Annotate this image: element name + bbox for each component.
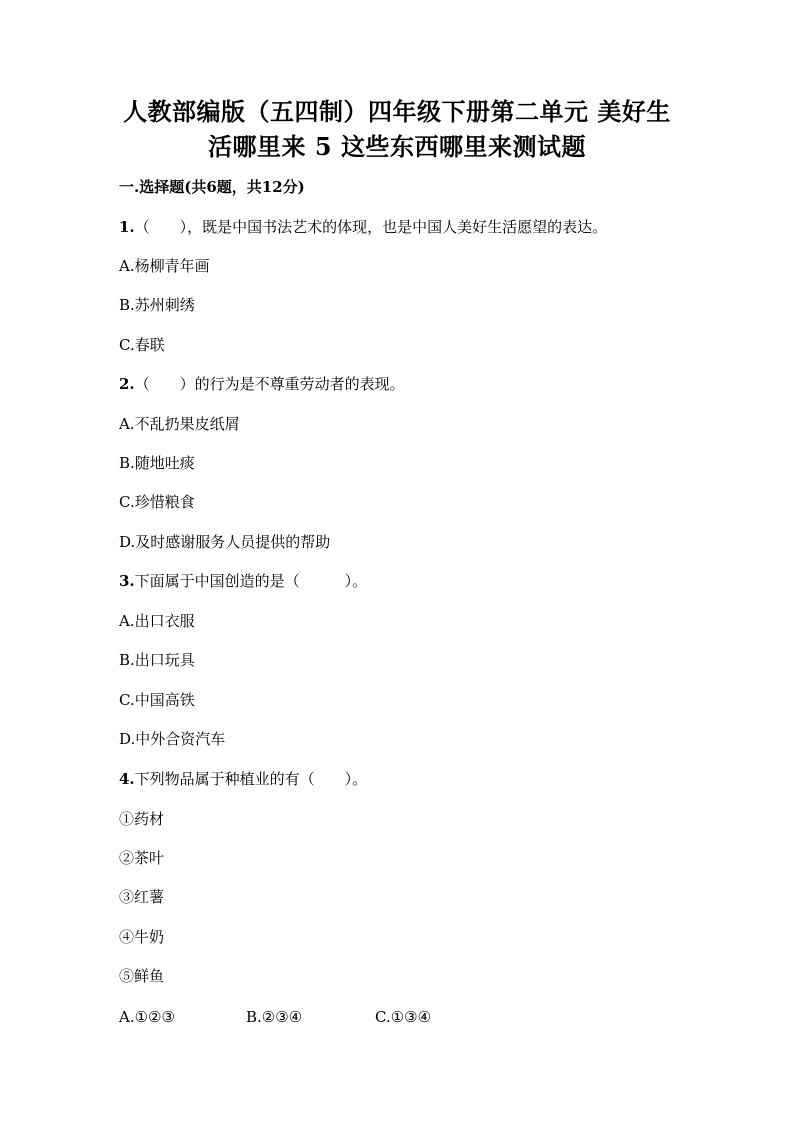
question-number: 1. bbox=[119, 218, 135, 236]
question-2 bbox=[119, 373, 405, 395]
question-2-option-b: B.随地吐痰 bbox=[119, 454, 195, 472]
question-2-option-c: C.珍惜粮食 bbox=[119, 493, 195, 511]
document-title-line-2: 活哪里来 5 这些东西哪里来测试题 bbox=[208, 132, 586, 161]
question-1-option-b: B.苏州刺绣 bbox=[119, 296, 195, 314]
section-heading: 一.选择题(共6题，共12分) bbox=[119, 178, 305, 196]
question-number: 4. bbox=[119, 770, 135, 788]
question-3-option-b: B.出口玩具 bbox=[119, 651, 195, 669]
question-stem: 下列物品属于种植业的有（ ）。 bbox=[134, 770, 368, 788]
question-3-option-c: C.中国高铁 bbox=[119, 691, 195, 709]
question-3-option-d: D.中外合资汽车 bbox=[119, 730, 226, 748]
question-4-item-5: ⑤鲜鱼 bbox=[119, 967, 165, 985]
question-stem: 下面属于中国创造的是（ ）。 bbox=[134, 572, 368, 590]
question-4-item-1: ①药材 bbox=[119, 810, 165, 828]
question-2-option-a: A.不乱扔果皮纸屑 bbox=[119, 415, 240, 433]
question-4-item-4: ④牛奶 bbox=[119, 928, 165, 946]
question-1 bbox=[119, 216, 607, 238]
question-3 bbox=[119, 570, 367, 592]
question-1-option-a: A.杨柳青年画 bbox=[119, 257, 210, 275]
question-4-option-c: C.①③④ bbox=[375, 1008, 432, 1026]
question-3-option-a: A.出口衣服 bbox=[119, 612, 195, 630]
question-2-option-d: D.及时感谢服务人员提供的帮助 bbox=[119, 533, 331, 551]
question-4-option-b: B.②③④ bbox=[246, 1008, 303, 1026]
question-stem: （ ），既是中国书法艺术的体现，也是中国人美好生活愿望的表达。 bbox=[134, 218, 608, 236]
question-number: 2. bbox=[119, 375, 135, 393]
question-4-item-2: ②茶叶 bbox=[119, 849, 165, 867]
question-number: 3. bbox=[119, 572, 135, 590]
question-4 bbox=[119, 768, 367, 790]
question-stem: （ ）的行为是不尊重劳动者的表现。 bbox=[134, 375, 405, 393]
question-4-option-a: A.①②③ bbox=[119, 1008, 175, 1026]
document-title-line-1: 人教部编版（五四制）四年级下册第二单元 美好生 bbox=[123, 97, 671, 126]
question-1-option-c: C.春联 bbox=[119, 336, 165, 354]
question-4-item-3: ③红薯 bbox=[119, 888, 165, 906]
